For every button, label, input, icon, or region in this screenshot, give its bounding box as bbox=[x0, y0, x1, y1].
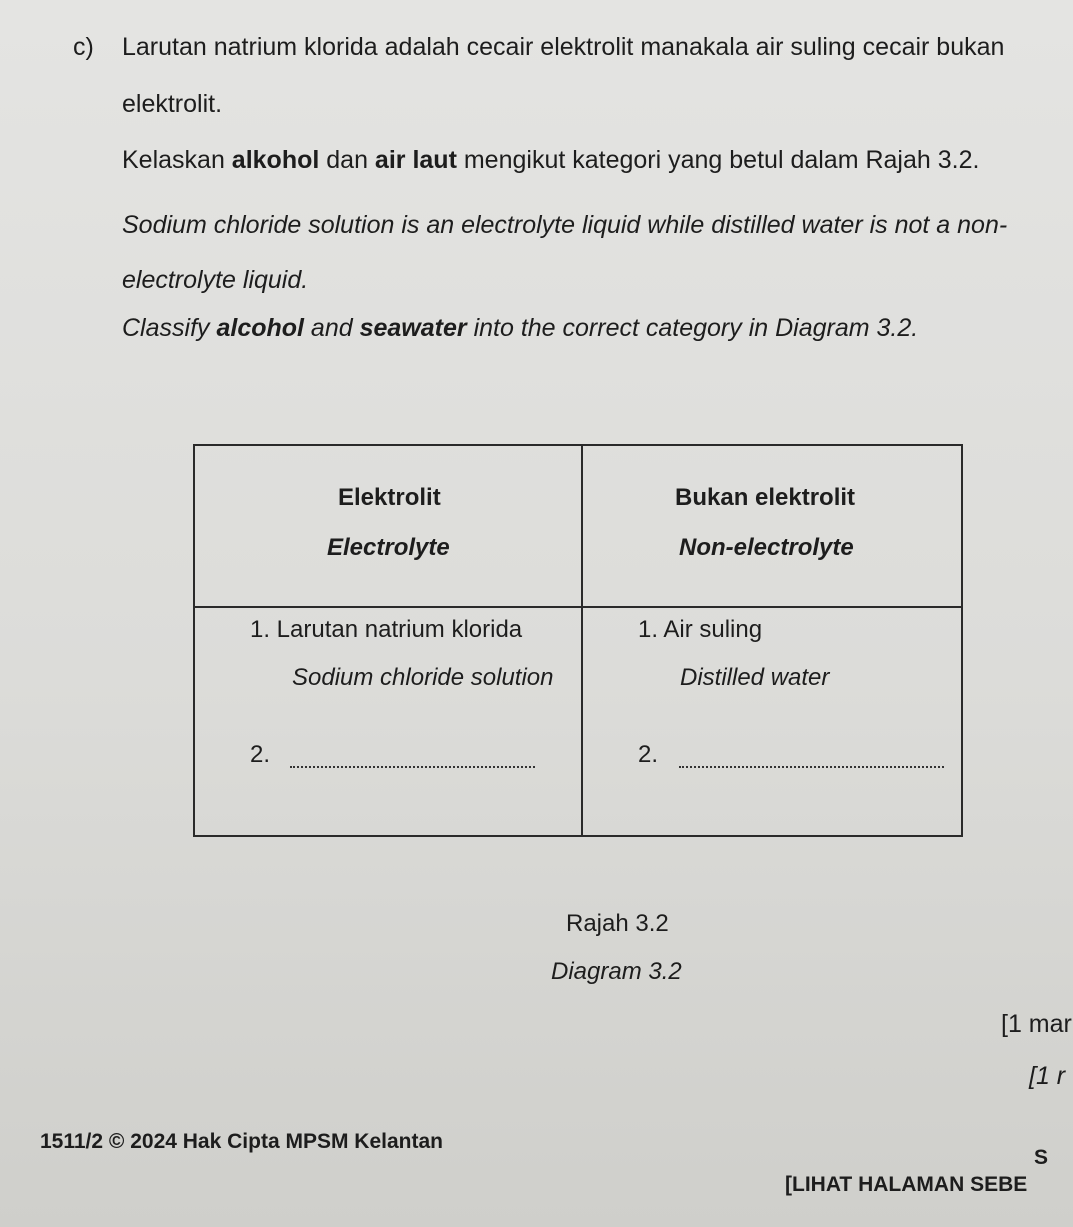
english-instruction bbox=[122, 314, 918, 343]
malay-instruction-e: mengikut kategori yang betul dalam Rajah 3.2. bbox=[456, 146, 980, 174]
electrolyte-item2-number: 2. bbox=[250, 741, 271, 768]
keyword-alkohol: alkohol bbox=[231, 146, 320, 174]
non-electrolyte-item1-english: Distilled water bbox=[680, 664, 830, 691]
electrolyte-item1-english: Sodium chloride solution bbox=[292, 664, 554, 691]
diagram-caption-malay: Rajah 3.2 bbox=[566, 910, 669, 937]
electrolyte-item1-malay: 1. Larutan natrium klorida bbox=[250, 616, 523, 643]
malay-statement-line2: elektrolit. bbox=[122, 90, 223, 118]
page-letter: S bbox=[1034, 1146, 1049, 1169]
english-instruction-e: into the correct category in Diagram 3.2. bbox=[466, 314, 919, 342]
english-instruction-c: and bbox=[303, 314, 360, 342]
table-column-divider bbox=[581, 446, 583, 835]
english-instruction-a: Classify bbox=[122, 314, 217, 342]
table-header-divider bbox=[195, 606, 961, 608]
keyword-alcohol: alcohol bbox=[216, 314, 304, 342]
non-electrolyte-item2-number: 2. bbox=[638, 741, 659, 768]
electrolyte-header-english: Electrolyte bbox=[327, 534, 450, 561]
malay-instruction-a: Kelaskan bbox=[122, 146, 232, 174]
keyword-seawater: seawater bbox=[359, 314, 467, 342]
copyright-footer: 1511/2 © 2024 Hak Cipta MPSM Kelantan bbox=[40, 1130, 443, 1153]
question-label: c) bbox=[73, 33, 94, 61]
malay-statement-line1: Larutan natrium klorida adalah cecair elektrolit manakala air suling cecair bukan bbox=[122, 33, 1005, 61]
electrolyte-header-malay: Elektrolit bbox=[338, 484, 441, 511]
marks-allocation-1: [1 mar bbox=[1001, 1010, 1072, 1038]
electrolyte-answer-blank[interactable] bbox=[290, 766, 535, 768]
non-electrolyte-header-malay: Bukan elektrolit bbox=[675, 484, 856, 511]
keyword-air-laut: air laut bbox=[374, 146, 457, 174]
non-electrolyte-header-english: Non-electrolyte bbox=[679, 534, 854, 561]
malay-instruction bbox=[122, 146, 979, 175]
english-statement-line1: Sodium chloride solution is an electrolyte liquid while distilled water is not a non- bbox=[122, 211, 1008, 239]
english-statement-line2: electrolyte liquid. bbox=[122, 266, 309, 294]
classification-table bbox=[193, 444, 963, 837]
malay-instruction-c: dan bbox=[319, 146, 375, 174]
non-electrolyte-answer-blank[interactable] bbox=[679, 766, 944, 768]
next-page-note: [LIHAT HALAMAN SEBE bbox=[785, 1173, 1028, 1196]
non-electrolyte-item1-malay: 1. Air suling bbox=[638, 616, 763, 643]
diagram-caption-english: Diagram 3.2 bbox=[551, 958, 682, 985]
marks-allocation-2: [1 r bbox=[1029, 1062, 1066, 1090]
